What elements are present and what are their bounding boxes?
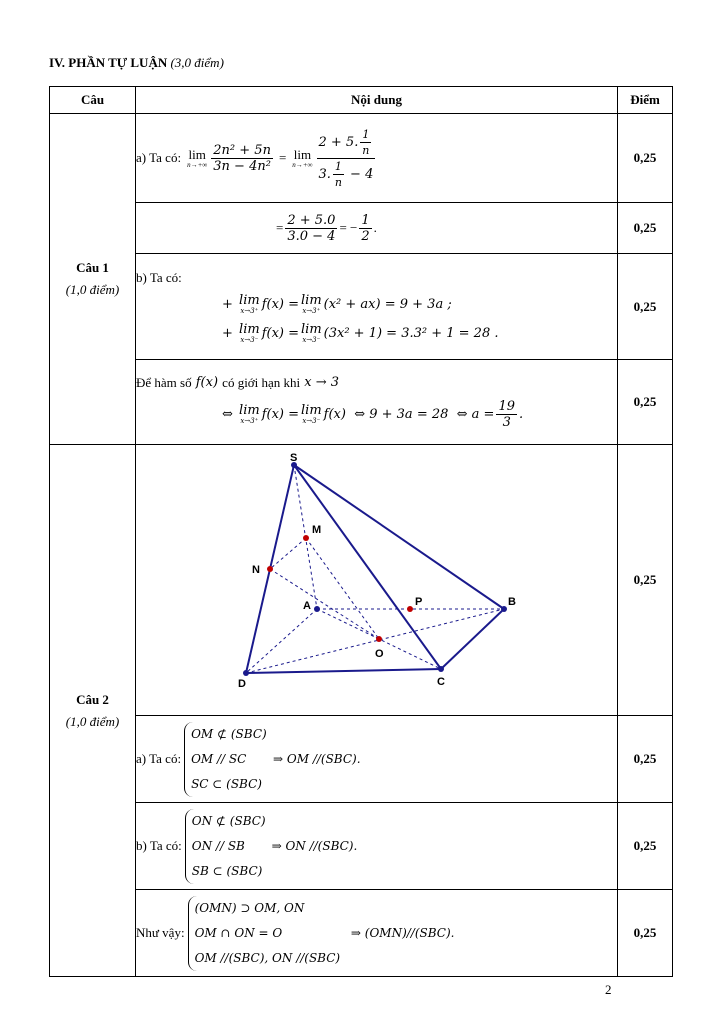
equation-system: ON ⊄ (SBC) ON // SB ⇒ ON //(SBC). SB ⊂ (SBC) [185, 809, 358, 884]
label-S: S [290, 452, 298, 464]
score-cell: 0,25 [618, 445, 673, 716]
table-row [50, 360, 673, 445]
header-question: Câu [50, 87, 136, 114]
label-A: A [303, 600, 311, 612]
question-2-name: Câu 2 [76, 691, 109, 707]
table-row [50, 203, 673, 254]
header-score: Điểm [618, 87, 673, 114]
section-points: (3,0 điểm) [170, 55, 224, 70]
score-cell: 0,25 [618, 203, 673, 254]
row-prefix: b) Ta có: [136, 838, 182, 853]
label-C: C [437, 676, 445, 688]
fraction: $\frac{\text{2n² + 5n}}{\text{3n − 4n²}}$ [213, 142, 271, 174]
row-text: có giới hạn khi [222, 374, 301, 390]
question-1-name: Câu 1 [76, 260, 109, 275]
content-cell: = $\frac{2 + 5.0}{3.0 - 4}$ = − $\frac{1}{2}$ . [136, 203, 618, 254]
header-content: Nội dung [136, 87, 618, 114]
label-P: P [415, 596, 423, 608]
content-cell: b) Ta có: + lim x→3⁺ f(x) = lim x→3⁺ (x² + ax) = 9 + 3a ; + lim x→3⁻ f(x) = lim x→3⁻ (3x² + 1) = 3.3² + 1 = 28 . [136, 254, 618, 360]
label-D: D [238, 678, 246, 690]
score-cell: 0,25 [618, 803, 673, 890]
question-1-points: (1,0 điểm) [65, 282, 120, 297]
label-N: N [252, 564, 260, 576]
section-heading [49, 55, 224, 71]
fraction: $\frac{2 + 5.0}{3.0 - 4}$ [287, 212, 336, 244]
question-1-cell [50, 114, 136, 445]
pyramid-figure [136, 445, 617, 711]
fraction: 2 + 5. $\frac{1}{n}$ 3. $\frac{1}{n}$ − 4 [318, 127, 374, 189]
score-cell: 0,25 [618, 890, 673, 977]
limit-expr: lim n→+∞ [187, 146, 208, 169]
figure-cell [136, 445, 618, 716]
score-cell: 0,25 [618, 716, 673, 803]
row-prefix: Như vậy: [136, 925, 185, 940]
table-row [50, 890, 673, 977]
row-prefix: a) Ta có: [136, 751, 182, 766]
content-cell [136, 803, 618, 890]
page-number: 2 [605, 982, 612, 997]
table-row [50, 445, 673, 716]
label-M: M [312, 524, 322, 536]
table-row [50, 803, 673, 890]
table-row [50, 254, 673, 360]
content-cell: a) Ta có: lim n→+∞ $\frac{\text{2n² + 5n}}{\text{3n − 4n²}}$ = lim n→+∞ 2 + 5. $\frac{1}{n}$ 3. $\frac{1}{n}$ − 4 [136, 114, 618, 203]
content-cell [136, 716, 618, 803]
score-cell: 0,25 [618, 360, 673, 445]
row-prefix: a) Ta có: [136, 150, 182, 165]
fraction: $\frac{1}{2}$ [361, 212, 370, 244]
score-cell: 0,25 [618, 254, 673, 360]
question-2-cell [50, 445, 136, 977]
limit-expr: lim n→+∞ [292, 146, 313, 169]
section-title: IV. PHẦN TỰ LUẬN [49, 55, 168, 70]
row-text: Để hàm số [136, 374, 192, 390]
row-prefix: b) Ta có: [136, 269, 182, 285]
table-row [50, 716, 673, 803]
answer-table [49, 86, 673, 977]
equation-system: (OMN) ⊃ OM, ON OM ∩ ON = O ⇒ (OMN)//(SBC). OM //(SBC), ON //(SBC) [188, 896, 455, 971]
equation-system: OM ⊄ (SBC) OM // SC ⇒ OM //(SBC). SC ⊂ (SBC) [184, 722, 360, 797]
score-cell: 0,25 [618, 114, 673, 203]
content-cell: Để hàm số f(x) có giới hạn khi x → 3 ⇔ lim x→3⁺ f(x) = lim x→3⁻ f(x) ⇔ 9 + 3a = 28 ⇔ a = $\frac{19}{3}$ . [136, 360, 618, 445]
content-cell [136, 890, 618, 977]
table-row [50, 114, 673, 203]
table-header-row [50, 87, 673, 114]
label-B: B [508, 596, 516, 608]
label-O: O [375, 648, 384, 660]
question-2-points: (1,0 điểm) [65, 713, 120, 729]
